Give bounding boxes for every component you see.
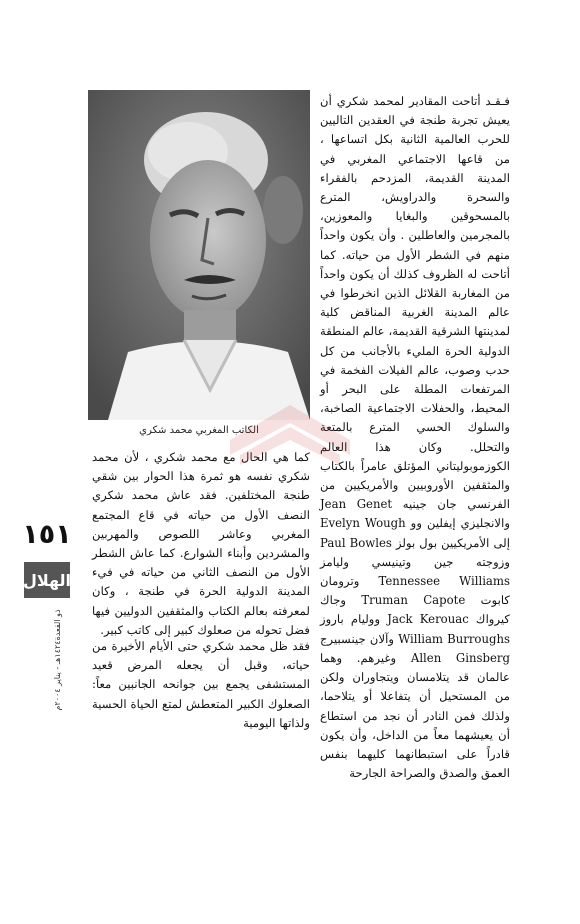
article-paragraph: فـقـد أتاحت المقادير لمحمد شكري أن يعيش تجربة طنجة في العقدين التاليين للحرب العالمية الثانية بكل اتساعها ، من قاعها الاجتماعي المغربي في المدينة القديمة، المزدحم بالفقراء والسحرة والدراويش، المترع بالمسحوقين والبغايا والمعوزين، بالمجرمين والعاطلين . وأن يكون واحداً منهم في الشطر الأول من حياته. كما أتاحت له الظروف كذلك أن يكون واحداً من المغاربة القلائل الذين انخرطوا في عالم المدينة الغربية المناقض كلية لمدينتها الشرقية القديمة، عالم المنطقة الدولية الحرة المليء بالأجانب من كل حدب وصوب، عالم الفيلات الفخمة في المرتفعات المطلة على البحر أو المحيط، والحفلات الاجتماعية الصاخبة، والسلوك الحسي المترع بالمتعة والتحلل. وكان هذا العالم الكوزموبوليتاني المؤتلق عامراً بالكتاب والمثقفين الأوروبيين والأمريكيين من الفرنسي جان جينيه Jean Genet والانجليزي إيفلين وو Evelyn Wough إلى الأمريكيين بول بولز Paul Bowles وزوجته جين وتينيسي وليامز Tennessee Williams وترومان كابوت Truman Capote وجاك كيرواك Jack Kerouac ووليام باروز William Burroughs وآلان جينسبيرج Allen Ginsberg وغيرهم. وهما عالمان قد يتلامسان ويتجاوران ولكن من المستحيل أن يتفاعلا أو يتلاحما، ولذلك فمن النادر أن نجد من استطاع أن يعيشهما معاً من الداخل، وأن يكون قادراً على استبطانهما كليهما بنفس العمق والصدق والصراحة الجارحة (320, 94, 510, 781)
article-column-left-bottom (92, 637, 310, 733)
article-paragraph: فقد ظل محمد شكري حتى الأيام الأخيرة من حياته، وقبل أن يجعله المرض قعيد المستشفى يجمع بين جوانحه الجانبين معاً: الصعلوك الكبير المتعطش لمتع الحياة الحسية ولذاتها اليومية (92, 639, 310, 730)
magazine-logo: الهلال (24, 562, 70, 598)
article-column-right (320, 92, 510, 783)
article-paragraph: كما هي الحال مع محمد شكري ، لأن محمد شكري نفسه هو ثمرة هذا الحوار بين شقي طنجة المختلفين. فقد عاش محمد شكري النصف الأول من حياته في قاع المجتمع المغربي وعاشر اللصوص والمهربين والمشردين وأبناء الشوارع. كما عاش الشطر الأول من النصف الثاني من حياته في فيء المدينة الدولية الحرة في طنجة ، وكان لمعرفته بعالم الكتاب والمثقفين الدوليين فيها فضل تحوله من صعلوك كبير إلى كاتب كبير. (92, 450, 310, 637)
author-photo (88, 90, 310, 420)
photo-caption: الكاتب المغربي محمد شكري (139, 425, 259, 436)
issue-date-text: ذو القعدة١٤٢٤هـ - يناير ٢٠٠٤م (53, 609, 62, 711)
page-number: ١٥١ (22, 519, 72, 550)
portrait-image (88, 90, 310, 420)
article-column-left-top (92, 448, 310, 640)
issue-date (52, 606, 64, 714)
